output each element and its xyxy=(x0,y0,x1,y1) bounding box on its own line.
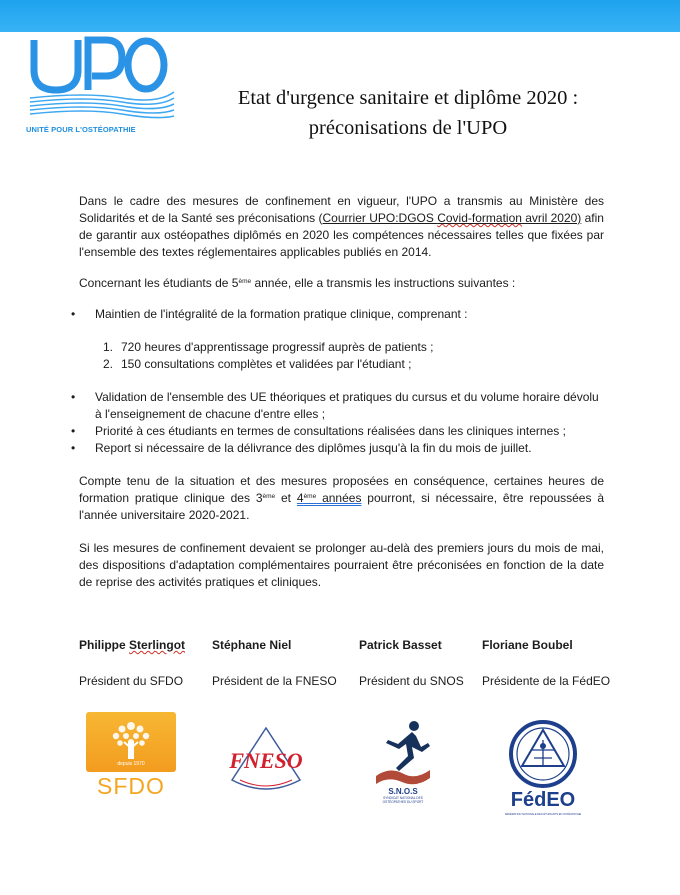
link-text-a: Courrier UPO:DGOS xyxy=(322,211,438,225)
signatory-name: Stéphane Niel xyxy=(212,638,292,652)
link-text-c: avril 2020) xyxy=(521,211,582,225)
p2-text-b: année, elle a transmis les instructions suivantes : xyxy=(251,276,516,290)
title-line-1: Etat d'urgence sanitaire et diplôme 2020 : xyxy=(237,87,579,109)
paragraph-4: Si les mesures de confinement devaient se prolonger au-delà des premiers jours du mois de mai, des dispositions d'adaptation complémentaires pourraient être préconisées en fonction de la date de reprise des activités pratiques et cliniques. xyxy=(79,541,604,589)
numbered-item xyxy=(103,356,604,373)
p3-text-b: et xyxy=(275,491,297,505)
bullet-list-1 xyxy=(79,306,604,323)
page-title xyxy=(178,83,638,143)
p2-superscript: ème xyxy=(238,278,252,285)
sfdo-wordmark: SFDO xyxy=(97,773,165,799)
signatory-sfdo xyxy=(79,637,186,688)
p3-superscript-2: ème xyxy=(303,493,317,500)
signatory-snos xyxy=(359,637,464,688)
snos-caption-2: OSTÉOPATHES DU SPORT xyxy=(382,800,424,804)
last-name: Sterlingot xyxy=(129,638,186,652)
p3-text-a: Compte tenu de la situation et des mesures proposées en conséquence, certaines heures de formation pratique clinique des 3 xyxy=(79,474,604,505)
snos-runner-icon xyxy=(368,714,438,804)
signatory-fedeo xyxy=(482,637,611,688)
signatory-role: Président du SFDO xyxy=(79,674,184,688)
bullet-item: • Report si nécessaire de la délivrance des diplômes jusqu'à la fin du mois de juillet. xyxy=(79,440,604,457)
p1-text-a: Dans le cadre des mesures de confinement en vigueur, l'UPO a transmis au Ministère des Solidarités et de la Santé ses préconisations ( xyxy=(79,194,604,225)
signatory-name: Patrick Basset xyxy=(359,638,442,652)
p1-text-b: afin de garantir aux ostéopathes diplômés en 2020 les compétences nécessaires telles que fixées par l'ensemble des textes réglementaires applicables publiés en 2014. xyxy=(79,211,604,259)
bullet-item: • Priorité à ces étudiants en termes de consultations réalisées dans les cliniques internes ; xyxy=(79,423,604,440)
p3-superscript-1: ème xyxy=(262,493,276,500)
signatory-name: Floriane Boubel xyxy=(482,638,573,652)
fneso-wordmark: FNESO xyxy=(229,748,303,773)
courrier-link[interactable] xyxy=(323,211,582,225)
fneso-emblem xyxy=(218,720,314,800)
sfdo-tree-icon xyxy=(86,712,176,800)
numbered-list xyxy=(79,339,604,373)
link-text-b: Covid-formation xyxy=(437,211,522,225)
signatory-role: Président de la FNESO xyxy=(212,674,337,688)
item-text: 150 consultations complètes et validées par l'étudiant ; xyxy=(121,357,412,371)
sfdo-logo xyxy=(86,712,176,800)
fedeo-caption: FÉDÉRATION NATIONALE DES ÉTUDIANTS EN OSTÉOPATHIE xyxy=(504,813,582,816)
paragraph-3 xyxy=(79,473,604,524)
fedeo-emblem xyxy=(494,714,592,818)
upo-logo-mark xyxy=(26,32,176,124)
signatory-name xyxy=(79,637,185,654)
p2-text-a: Concernant les étudiants de 5 xyxy=(79,276,239,290)
fedeo-logo xyxy=(494,714,592,818)
fneso-logo xyxy=(218,720,314,800)
bullet-item: • Maintien de l'intégralité de la formation pratique clinique, comprenant : xyxy=(79,306,604,323)
item-number: 2. xyxy=(103,357,114,371)
fedeo-wordmark: FédEO xyxy=(510,789,576,811)
item-text: 720 heures d'apprentissage progressif auprès de patients ; xyxy=(121,340,434,354)
p3-text-c: 4 xyxy=(296,491,304,505)
top-color-band xyxy=(0,0,680,32)
signatory-role: Président du SNOS xyxy=(359,674,464,688)
signatory-role: Présidente de la FédEO xyxy=(482,674,611,688)
numbered-item xyxy=(103,339,604,356)
first-name: Philippe xyxy=(79,638,130,652)
paragraph-1 xyxy=(79,193,604,261)
document-body xyxy=(79,193,604,591)
p3-text-d: années xyxy=(316,491,362,505)
signatory-fneso xyxy=(212,637,337,688)
snos-wordmark: S.N.O.S xyxy=(388,787,418,796)
title-line-2: préconisations de l'UPO xyxy=(308,117,508,139)
item-number: 1. xyxy=(103,340,114,354)
p3-text-e: pourront, si nécessaire, être repoussées à l'année universitaire 2020-2021. xyxy=(79,491,604,522)
sfdo-since: depuis 1970 xyxy=(117,761,145,767)
bullet-item: • Validation de l'ensemble des UE théoriques et pratiques du cursus et du volume horaire dévolu à l'enseignement de chacune d'entre elles ; xyxy=(79,389,604,423)
paragraph-2 xyxy=(79,275,604,292)
p3-grammar-flag xyxy=(297,491,362,505)
snos-caption-1: SYNDICAT NATIONAL DES xyxy=(383,796,423,800)
bullet-list-2 xyxy=(79,389,604,457)
upo-logo-caption: UNITÉ POUR L'OSTÉOPATHIE xyxy=(26,125,136,134)
snos-logo xyxy=(368,714,438,804)
upo-logo xyxy=(26,32,176,132)
